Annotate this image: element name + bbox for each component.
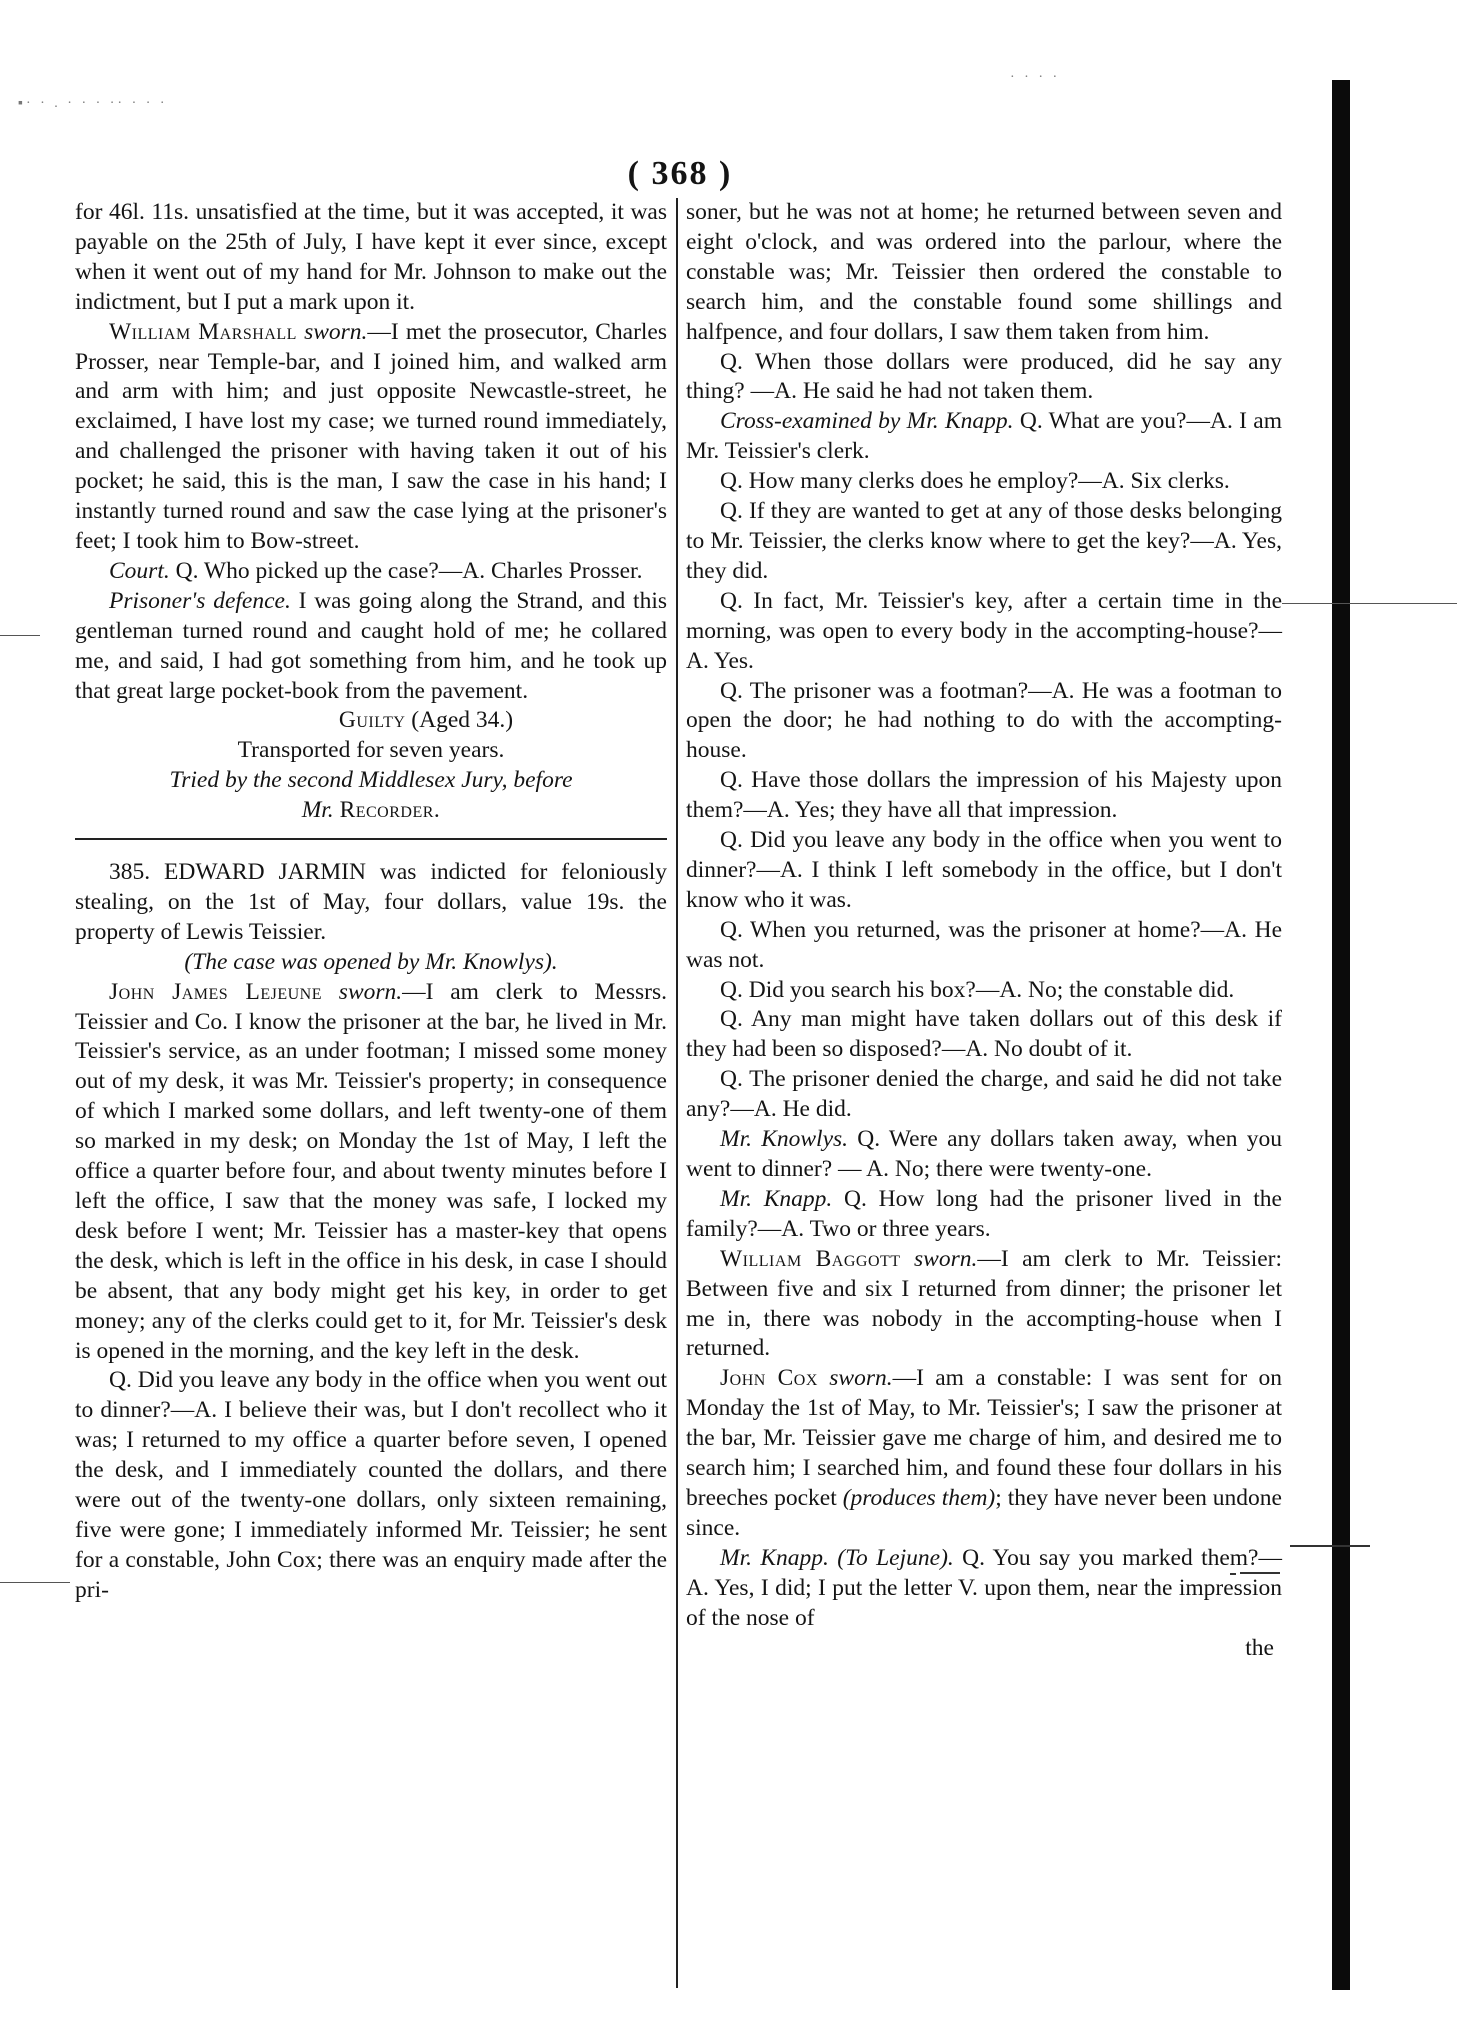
margin-mark-right-2 (1240, 1572, 1280, 1574)
witness-baggott-paragraph (686, 1245, 1282, 1365)
defence-text: I was going along the Strand, and this gentleman turned round and caught hold of me; he collared me, and said, I had got something from him, and he took up that great large pocket-book from the pavement. (75, 587, 667, 704)
cross-question-text: Q. What are you?—A. I am Mr. Teissier's clerk. (686, 408, 1283, 465)
tried-by-line: Tried by the second Middlesex Jury, before (169, 767, 573, 794)
column-divider (676, 198, 678, 1988)
page-number: ( 368 ) (627, 155, 733, 192)
court-label: Court. (109, 557, 170, 584)
verdict-line (75, 706, 667, 736)
testimony-text: —I am clerk to Messrs. Teissier and Co. I know the prisoner at the bar, he lived in Mr. Teissier's service, as an under footman; I missed some money out of my desk, it was Mr. Teissier's property; in consequence of which I marked some dollars, and left twenty-one of them so marked in my desk; on Monday the 1st of May, I left the office a quarter before four, and about twenty minutes before I left the office, I saw that the money was safe, I locked my desk before I went; Mr. Teissier has a master-key that opens the desk, which is left in the office in his desk, in case I should be absent, that any body might get his key, in order to get money; any of the clerks could get to it, for Mr. Teissier's desk is opened in the morning, and the key left in the desk. (75, 978, 668, 1364)
case-number: 385. (109, 859, 151, 886)
court-question-paragraph (75, 557, 667, 587)
right-paragraph-2: Q. When those dollars were produced, did he say any thing? —A. He said he had not taken them. (686, 348, 1282, 405)
indictment-text: was indicted for feloniously stealing, on the 1st of May, four dollars, value 19s. the property of Lewis Teissier. (75, 859, 668, 945)
witness-lejeune-paragraph (75, 978, 667, 1367)
court-question-text: Q. Who picked up the case?—A. Charles Prosser. (175, 557, 643, 584)
margin-mark-right-1 (1290, 1545, 1370, 1547)
right-paragraph-1: soner, but he was not at home; he returned between seven and eight o'clock, and was ordered into the parlour, where the constable was; Mr. Teissier then ordered the constable to search him, and the constable found some shillings and halfpence, and four dollars, I saw them taken from him. (686, 199, 1282, 345)
produces-them-note: (produces them) (842, 1484, 996, 1511)
recorder-name: Recorder. (339, 797, 441, 824)
recorder-line (75, 796, 667, 826)
right-paragraph-9: Q. Did you leave any body in the office when you went to dinner?—A. I think I left somebody in the office, but I don't know who it was. (686, 827, 1282, 913)
speaker-name: William Marshall (109, 318, 297, 345)
knowlys-label: Mr. Knowlys. (720, 1126, 849, 1153)
right-paragraph-7: Q. The prisoner was a footman?—A. He was a footman to open the door; he had nothing to do with the accompting-house. (686, 677, 1282, 764)
right-paragraph-6: Q. In fact, Mr. Teissier's key, after a certain time in the morning, was open to every body in the accompting-house?—A. Yes. (686, 587, 1282, 674)
right-paragraph-11: Q. Did you search his box?—A. No; the constable did. (720, 976, 1235, 1003)
scan-specks-top-left: ▪· · . · · · ·· · · · (18, 96, 168, 111)
cross-examination-paragraph (686, 407, 1282, 467)
margin-mark-left (0, 635, 40, 636)
prisoner-defence-paragraph (75, 587, 667, 707)
right-paragraph-8: Q. Have those dollars the impression of his Majesty upon them?—A. Yes; they have all that impression. (686, 767, 1282, 824)
margin-mark-right-3 (1230, 1573, 1236, 1575)
verdict-word: Guilty (338, 707, 406, 734)
left-column (75, 198, 667, 1606)
witness-marshall-paragraph (75, 318, 667, 557)
knapp-to-lejune-text: Q. You say you marked them?—A. Yes, I did; I put the letter V. upon them, near the impression of the nose of (686, 1544, 1282, 1631)
defendant-name: EDWARD JARMIN (164, 859, 366, 886)
right-paragraph-10: Q. When you returned, was the prisoner at home?—A. He was not. (686, 916, 1282, 973)
right-paragraph-13: Q. The prisoner denied the charge, and said he did not take any?—A. He did. (686, 1066, 1282, 1123)
margin-mark-left-lower (0, 1582, 70, 1583)
sworn-label: sworn. (829, 1365, 893, 1392)
knapp-question-paragraph (686, 1185, 1282, 1245)
knapp-question-text: Q. How long had the prisoner lived in the family?—A. Two or three years. (686, 1185, 1282, 1242)
defence-label: Prisoner's defence. (109, 587, 291, 614)
margin-mark-right-upper (1282, 603, 1457, 604)
knapp-to-lejune-label: Mr. Knapp. (To Lejune). (720, 1544, 954, 1571)
sworn-label: sworn. (338, 978, 403, 1005)
knowlys-question-text: Q. Were any dollars taken away, when you went to dinner? — A. No; there were twenty-one. (686, 1126, 1282, 1182)
scan-edge-shadow (1332, 80, 1350, 1990)
right-paragraph-4: Q. How many clerks does he employ?—A. Six clerks. (720, 468, 1230, 495)
case-opened-line: (The case was opened by Mr. Knowlys). (184, 948, 558, 975)
witness-cox-paragraph (686, 1364, 1282, 1543)
right-paragraph-5: Q. If they are wanted to get at any of those desks belonging to Mr. Teissier, the clerks know where to get the key?—A. Yes, they did. (686, 498, 1282, 584)
testimony-text: —I am a constable: I was sent for on Monday the 1st of May, to Mr. Teissier's; I saw the prisoner at the bar, Mr. Teissier gave me charge of him, and desired me to search him; I searched him, and found these four dollars in his breeches pocket (686, 1365, 1283, 1511)
knapp-label: Mr. Knapp. (720, 1185, 833, 1212)
speaker-name: William Baggott (720, 1245, 901, 1272)
recorder-prefix: Mr. (301, 797, 334, 824)
testimony-text: —I met the prosecutor, Charles Prosser, near Temple-bar, and I joined him, and walked arm and arm with him; and just opposite Newcastle-street, he exclaimed, I have lost my case; we turned round immediately, and challenged the prisoner with having taken it out of his pocket; he said, this is the man, I saw the case in his hand; I instantly turned round and saw the case lying at the prisoner's feet; I took him to Bow-street. (75, 318, 668, 554)
case-385-intro (75, 858, 667, 948)
right-column (686, 198, 1282, 1663)
sworn-label: sworn. (914, 1245, 978, 1272)
sentence-line: Transported for seven years. (237, 737, 505, 764)
speaker-name: John James Lejeune (109, 978, 322, 1005)
sworn-label: sworn. (304, 318, 368, 345)
cross-examined-label: Cross-examined by Mr. Knapp. (720, 408, 1014, 435)
case-separator-rule (75, 838, 667, 840)
knowlys-question-paragraph (686, 1125, 1282, 1185)
scan-specks-top-right: · · · · (1010, 70, 1061, 85)
speaker-name: John Cox (720, 1365, 818, 1392)
verdict-age: (Aged 34.) (411, 707, 514, 734)
right-paragraph-12: Q. Any man might have taken dollars out of this desk if they had been so disposed?—A. No doubt of it. (686, 1006, 1282, 1063)
left-question-paragraph: Q. Did you leave any body in the office when you went out to dinner?—A. I believe their was, but I don't recollect who it was; I returned to my office a quarter before seven, I opened the desk, and I immediately counted the dollars, and there were out of the twenty-one dollars, only sixteen remaining, five were gone; I immediately informed Mr. Teissier; he sent for a constable, John Cox; there was an enquiry made after the pri- (75, 1367, 667, 1603)
testimony-text: —I am clerk to Mr. Teissier: Between five and six I returned from dinner; the prisoner let me in, there was nobody in the accompting-house when I returned. (686, 1245, 1283, 1362)
knapp-to-lejune-paragraph (686, 1544, 1282, 1634)
catchword: the (1245, 1634, 1274, 1661)
left-paragraph-1: for 46l. 11s. unsatisfied at the time, but it was accepted, it was payable on the 25th of July, I have kept it ever since, except when it went out of my hand for Mr. Johnson to make out the indictment, but I put a mark upon it. (75, 199, 667, 315)
testimony-tail: ; they have never been undone since. (686, 1484, 1282, 1541)
